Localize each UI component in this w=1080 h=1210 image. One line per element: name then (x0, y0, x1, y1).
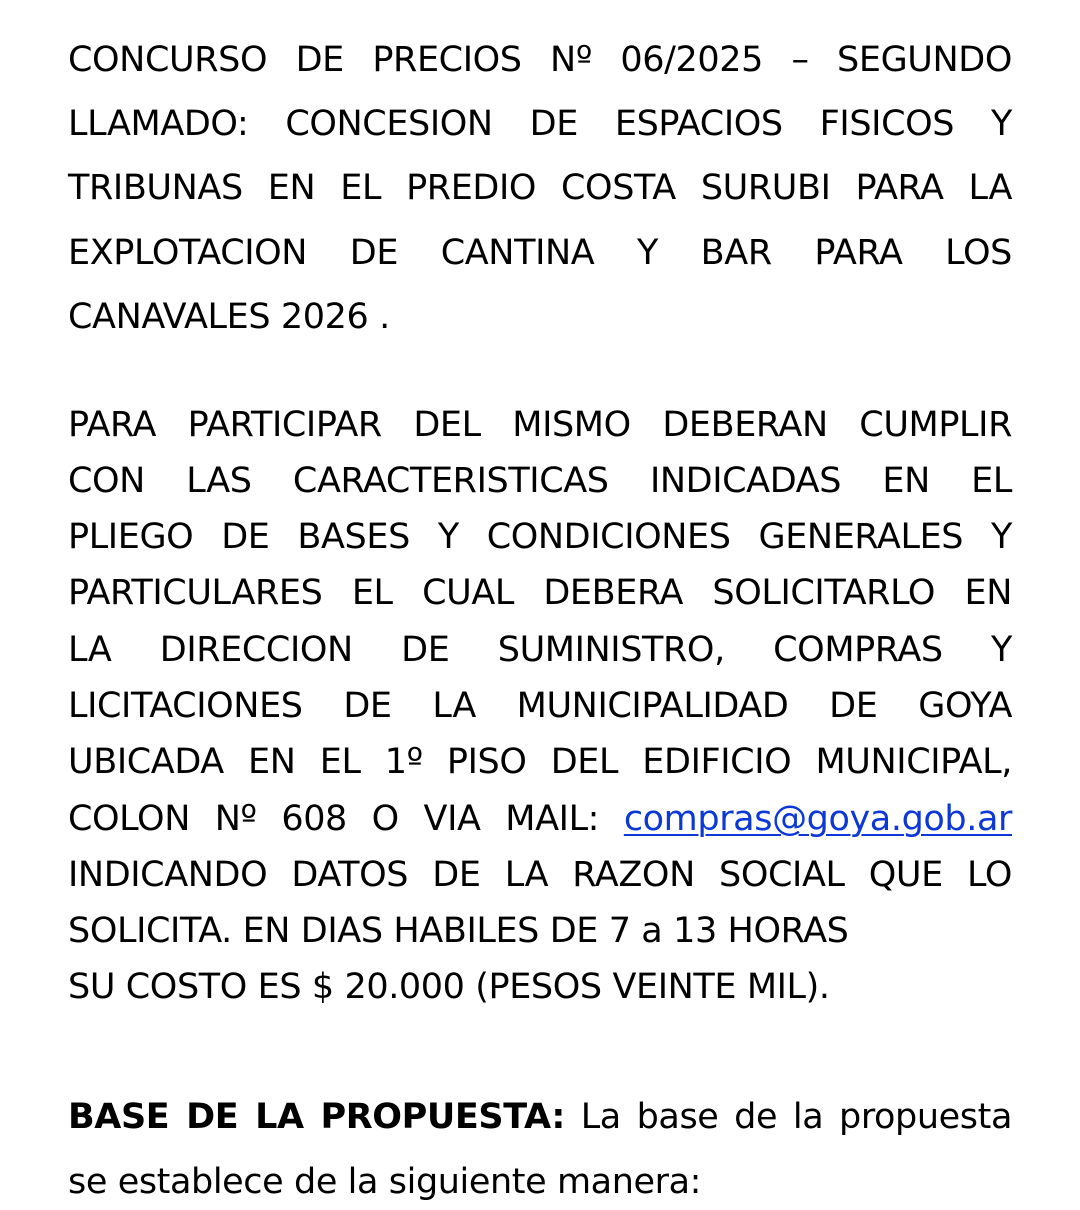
title-line-1: CONCURSO DE PRECIOS Nº 06/2025 – SEGUNDO (68, 40, 1012, 80)
info-line-10: SOLICITA. EN DIAS HABILES DE 7 a 13 HORAS (68, 911, 849, 951)
title-line-2: LLAMADO: CONCESION DE ESPACIOS FISICOS Y (68, 104, 1012, 144)
info-line-5: LA DIRECCION DE SUMINISTRO, COMPRAS Y (68, 630, 1012, 670)
info-line-7: UBICADA EN EL 1º PISO DEL EDIFICIO MUNICIPAL, (68, 742, 1012, 782)
info-line-9: INDICANDO DATOS DE LA RAZON SOCIAL QUE LO (68, 855, 1012, 895)
title-line-4: EXPLOTACION DE CANTINA Y BAR PARA LOS (68, 233, 1012, 273)
title-line-5: CANAVALES 2026 . (68, 297, 390, 337)
email-link[interactable]: compras@goya.gob.ar (623, 799, 1012, 839)
address-prefix: COLON Nº 608 O VIA MAIL: (68, 799, 600, 839)
info-line-4: PARTICULARES EL CUAL DEBERA SOLICITARLO EN (68, 573, 1012, 613)
base-text-1: La base de la propuesta (580, 1097, 1012, 1137)
info-line-6: LICITACIONES DE LA MUNICIPALIDAD DE GOYA (68, 686, 1012, 726)
info-line-1: PARA PARTICIPAR DEL MISMO DEBERAN CUMPLIR (68, 405, 1012, 445)
info-line-3: PLIEGO DE BASES Y CONDICIONES GENERALES Y (68, 517, 1012, 557)
base-heading: BASE DE LA PROPUESTA: (68, 1097, 565, 1137)
base-line-1 (68, 1097, 1012, 1137)
info-line-2: CON LAS CARACTERISTICAS INDICADAS EN EL (68, 461, 1012, 501)
title-line-3: TRIBUNAS EN EL PREDIO COSTA SURUBI PARA LA (68, 168, 1012, 208)
base-line-2: se establece de la siguiente manera: (68, 1162, 702, 1202)
info-address-line (68, 799, 1012, 839)
info-line-11: SU COSTO ES $ 20.000 (PESOS VEINTE MIL). (68, 967, 830, 1007)
